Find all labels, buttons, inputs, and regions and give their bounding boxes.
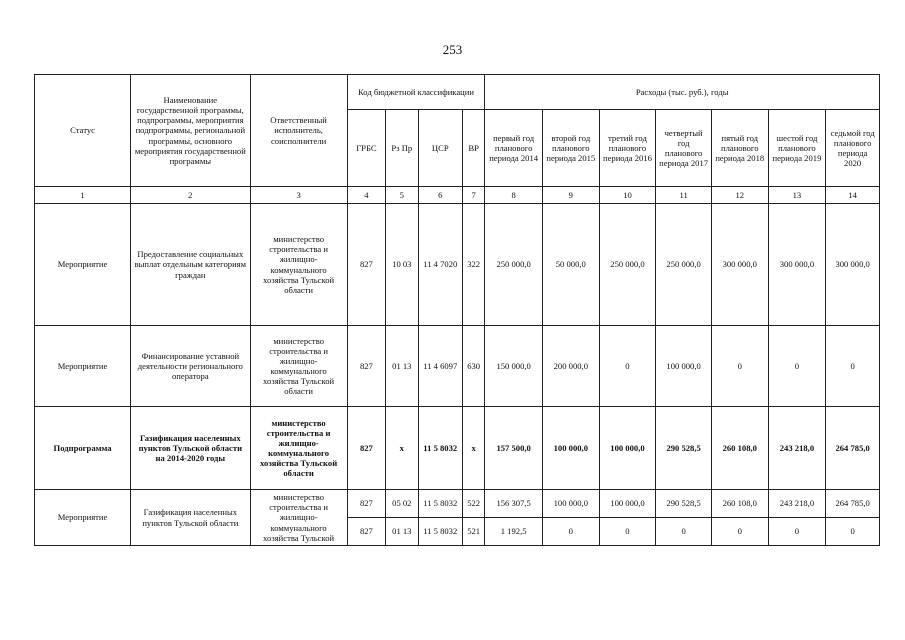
row-csr: 11 5 8032 (418, 407, 463, 490)
column-number: 13 (768, 187, 826, 204)
row-rzpr: 01 13 (386, 518, 418, 546)
row-status: Мероприятие (35, 490, 131, 546)
column-number: 5 (386, 187, 418, 204)
row-grbs: 827 (347, 407, 385, 490)
column-number: 10 (599, 187, 656, 204)
row-grbs: 827 (347, 326, 385, 407)
header-expenses: Расходы (тыс. руб.), годы (485, 75, 880, 110)
row-value-2015: 0 (542, 518, 599, 546)
row-value-2016: 100 000,0 (599, 490, 656, 518)
row-status: Подпрограмма (35, 407, 131, 490)
column-number: 9 (542, 187, 599, 204)
header-rzpr: Рз Пр (386, 110, 418, 187)
row-value-2017: 100 000,0 (656, 326, 712, 407)
row-vr: 322 (463, 204, 485, 326)
header-name: Наименование государственной программы, подпрограммы, мероприятия подпрограммы, региональной программы, основного мероприятия государственной программы (131, 75, 250, 187)
row-value-2019: 300 000,0 (768, 204, 826, 326)
row-status: Мероприятие (35, 204, 131, 326)
column-number: 14 (826, 187, 880, 204)
header-responsible: Ответственный исполнитель, соисполнители (250, 75, 347, 187)
row-vr: 521 (463, 518, 485, 546)
row-value-2016: 0 (599, 326, 656, 407)
header-year-2018: пятый год планового периода 2018 (711, 110, 768, 187)
row-rzpr: 01 13 (386, 326, 418, 407)
row-name: Финансирование уставной деятельности регионального оператора (131, 326, 250, 407)
table-row (35, 326, 880, 407)
row-value-2020: 0 (826, 326, 880, 407)
row-rzpr: 05 02 (386, 490, 418, 518)
column-number: 3 (250, 187, 347, 204)
row-grbs: 827 (347, 204, 385, 326)
row-value-2014: 250 000,0 (485, 204, 543, 326)
row-rzpr: х (386, 407, 418, 490)
table-row (35, 407, 880, 490)
table-row (35, 490, 880, 518)
column-number: 8 (485, 187, 543, 204)
row-vr: х (463, 407, 485, 490)
row-vr: 522 (463, 490, 485, 518)
header-csr: ЦСР (418, 110, 463, 187)
column-number-row (35, 187, 880, 204)
header-year-2017: четвертый год планового периода 2017 (656, 110, 712, 187)
row-value-2020: 0 (826, 518, 880, 546)
row-name: Газификация населенных пунктов Тульской области на 2014-2020 годы (131, 407, 250, 490)
row-responsible: министерство строительства и жилищно-коммунального хозяйства Тульской области (250, 407, 347, 490)
row-value-2019: 0 (768, 518, 826, 546)
budget-table (34, 74, 880, 546)
row-value-2020: 264 785,0 (826, 490, 880, 518)
row-rzpr: 10 03 (386, 204, 418, 326)
row-csr: 11 5 8032 (418, 518, 463, 546)
column-number: 1 (35, 187, 131, 204)
row-responsible: министерство строительства и жилищно-коммунального хозяйства Тульской области (250, 326, 347, 407)
header-year-2019: шестой год планового периода 2019 (768, 110, 826, 187)
row-value-2016: 250 000,0 (599, 204, 656, 326)
column-number: 6 (418, 187, 463, 204)
row-value-2019: 0 (768, 326, 826, 407)
row-value-2015: 50 000,0 (542, 204, 599, 326)
row-value-2014: 157 500,0 (485, 407, 543, 490)
row-value-2020: 264 785,0 (826, 407, 880, 490)
row-grbs: 827 (347, 490, 385, 518)
row-name: Предоставление социальных выплат отдельным категориям граждан (131, 204, 250, 326)
row-value-2018: 300 000,0 (711, 204, 768, 326)
row-value-2015: 200 000,0 (542, 326, 599, 407)
row-value-2016: 100 000,0 (599, 407, 656, 490)
header-row-1 (35, 75, 880, 110)
header-status: Статус (35, 75, 131, 187)
row-value-2017: 0 (656, 518, 712, 546)
row-value-2018: 260 108,0 (711, 490, 768, 518)
row-csr: 11 5 8032 (418, 490, 463, 518)
row-value-2018: 0 (711, 326, 768, 407)
row-csr: 11 4 7020 (418, 204, 463, 326)
page-number: 253 (442, 42, 463, 57)
header-vr: ВР (463, 110, 485, 187)
column-number: 11 (656, 187, 712, 204)
header-grbs: ГРБС (347, 110, 385, 187)
row-value-2019: 243 218,0 (768, 490, 826, 518)
row-value-2019: 243 218,0 (768, 407, 826, 490)
row-value-2015: 100 000,0 (542, 407, 599, 490)
row-csr: 11 4 6097 (418, 326, 463, 407)
row-responsible: министерство строительства и жилищно-коммунального хозяйства Тульской области (250, 204, 347, 326)
row-responsible: министерство строительства и жилищно-коммунального хозяйства Тульской (250, 490, 347, 546)
header-budget-code: Код бюджетной классификации (347, 75, 485, 110)
column-number: 4 (347, 187, 385, 204)
column-number: 12 (711, 187, 768, 204)
table-row (35, 204, 880, 326)
row-value-2018: 260 108,0 (711, 407, 768, 490)
row-grbs: 827 (347, 518, 385, 546)
row-value-2015: 100 000,0 (542, 490, 599, 518)
row-value-2014: 1 192,5 (485, 518, 543, 546)
header-year-2016: третий год планового периода 2016 (599, 110, 656, 187)
header-year-2014: первый год планового периода 2014 (485, 110, 543, 187)
row-value-2014: 156 307,5 (485, 490, 543, 518)
row-status: Мероприятие (35, 326, 131, 407)
row-value-2018: 0 (711, 518, 768, 546)
header-year-2020: седьмой год планового периода 2020 (826, 110, 880, 187)
row-value-2016: 0 (599, 518, 656, 546)
row-value-2017: 290 528,5 (656, 490, 712, 518)
column-number: 7 (463, 187, 485, 204)
row-name: Газификация населенных пунктов Тульской области (131, 490, 250, 546)
row-vr: 630 (463, 326, 485, 407)
row-value-2014: 150 000,0 (485, 326, 543, 407)
row-value-2020: 300 000,0 (826, 204, 880, 326)
column-number: 2 (131, 187, 250, 204)
row-value-2017: 290 528,5 (656, 407, 712, 490)
header-year-2015: второй год планового периода 2015 (542, 110, 599, 187)
row-value-2017: 250 000,0 (656, 204, 712, 326)
